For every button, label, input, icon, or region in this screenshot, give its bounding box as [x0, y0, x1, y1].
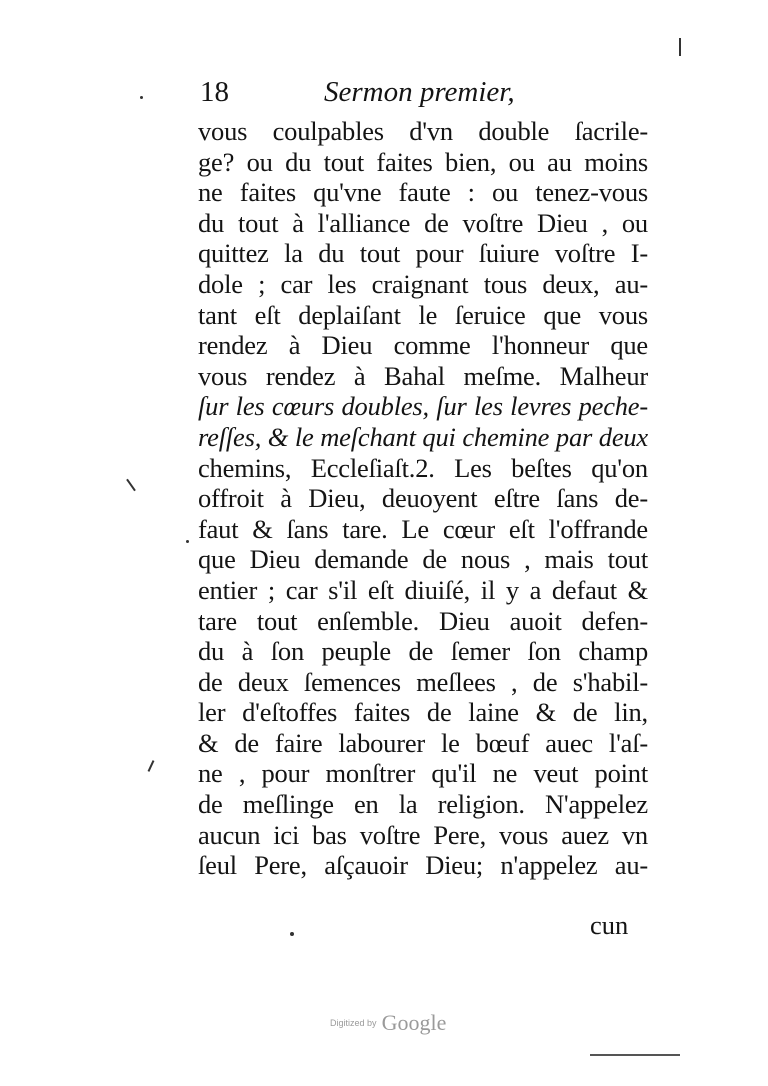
text-line: du à ſon peuple de ſemer ſon champ	[198, 636, 648, 667]
text-line: ſeul Pere, aſçauoir Dieu; n'appelez au-	[198, 850, 648, 881]
text-line: ne faites qu'vne faute : ou tenez-vous	[198, 177, 648, 208]
scan-mark-top-right	[679, 38, 681, 56]
text-line: entier ; car s'il eſt diuiſé, il y a defaut &	[198, 574, 648, 605]
scan-mark-bottom-dot	[290, 932, 294, 936]
scan-mark-left-dot	[140, 96, 143, 99]
scan-mark-left-dash	[126, 479, 136, 492]
running-head: Sermon premier,	[324, 76, 515, 108]
scan-mark-bottom-line	[590, 1054, 680, 1056]
text-line: ler d'eſtoffes faites de laine & de lin,	[198, 697, 648, 728]
text-line: vous rendez à Bahal meſme. Malheur	[198, 360, 648, 391]
text-line-italic: reſſes, & le meſchant qui chemine par deux	[198, 421, 648, 452]
page-number: 18	[200, 76, 229, 108]
text-line: vous coulpables d'vn double ſacrile-	[198, 116, 648, 146]
text-line: tant eſt deplaiſant le ſeruice que vous	[198, 299, 648, 330]
text-line-italic: ſur les cœurs doubles, ſur les levres peche-	[198, 391, 648, 422]
text-line: du tout à l'alliance de voſtre Dieu , ou	[198, 207, 648, 238]
text-line: de deux ſemences meſlees , de s'habil-	[198, 666, 648, 697]
text-line: que Dieu demande de nous , mais tout	[198, 544, 648, 575]
google-logo: Google	[381, 1010, 447, 1035]
text-line: ne , pour monſtrer qu'il ne veut point	[198, 758, 648, 789]
page-header	[200, 76, 660, 120]
text-line: dole ; car les craignant tous deux, au-	[198, 268, 648, 299]
text-line: chemins, Eccleſiaſt.2. Les beſtes qu'on	[198, 452, 648, 483]
text-line: offroit à Dieu, deuoyent eſtre ſans de-	[198, 483, 648, 514]
body-text	[198, 116, 648, 881]
digitized-prefix: Digitized by	[330, 1018, 377, 1028]
text-line: tare tout enſemble. Dieu auoit defen-	[198, 605, 648, 636]
catchword: cun	[590, 910, 629, 940]
text-line: quittez la du tout pour ſuiure voſtre I-	[198, 238, 648, 269]
text-line: rendez à Dieu comme l'honneur que	[198, 330, 648, 361]
scan-mark-left-dot-2	[186, 540, 189, 543]
text-line: ge? ou du tout faites bien, ou au moins	[198, 146, 648, 177]
digitized-watermark	[330, 1010, 446, 1036]
text-line: aucun ici bas voſtre Pere, vous auez vn	[198, 819, 648, 850]
text-line: faut & ſans tare. Le cœur eſt l'offrande	[198, 513, 648, 544]
text-line: de meſlinge en la religion. N'appelez	[198, 789, 648, 820]
text-line: & de faire labourer le bœuf auec l'aſ-	[198, 727, 648, 758]
scan-mark-left-tick	[148, 760, 155, 772]
